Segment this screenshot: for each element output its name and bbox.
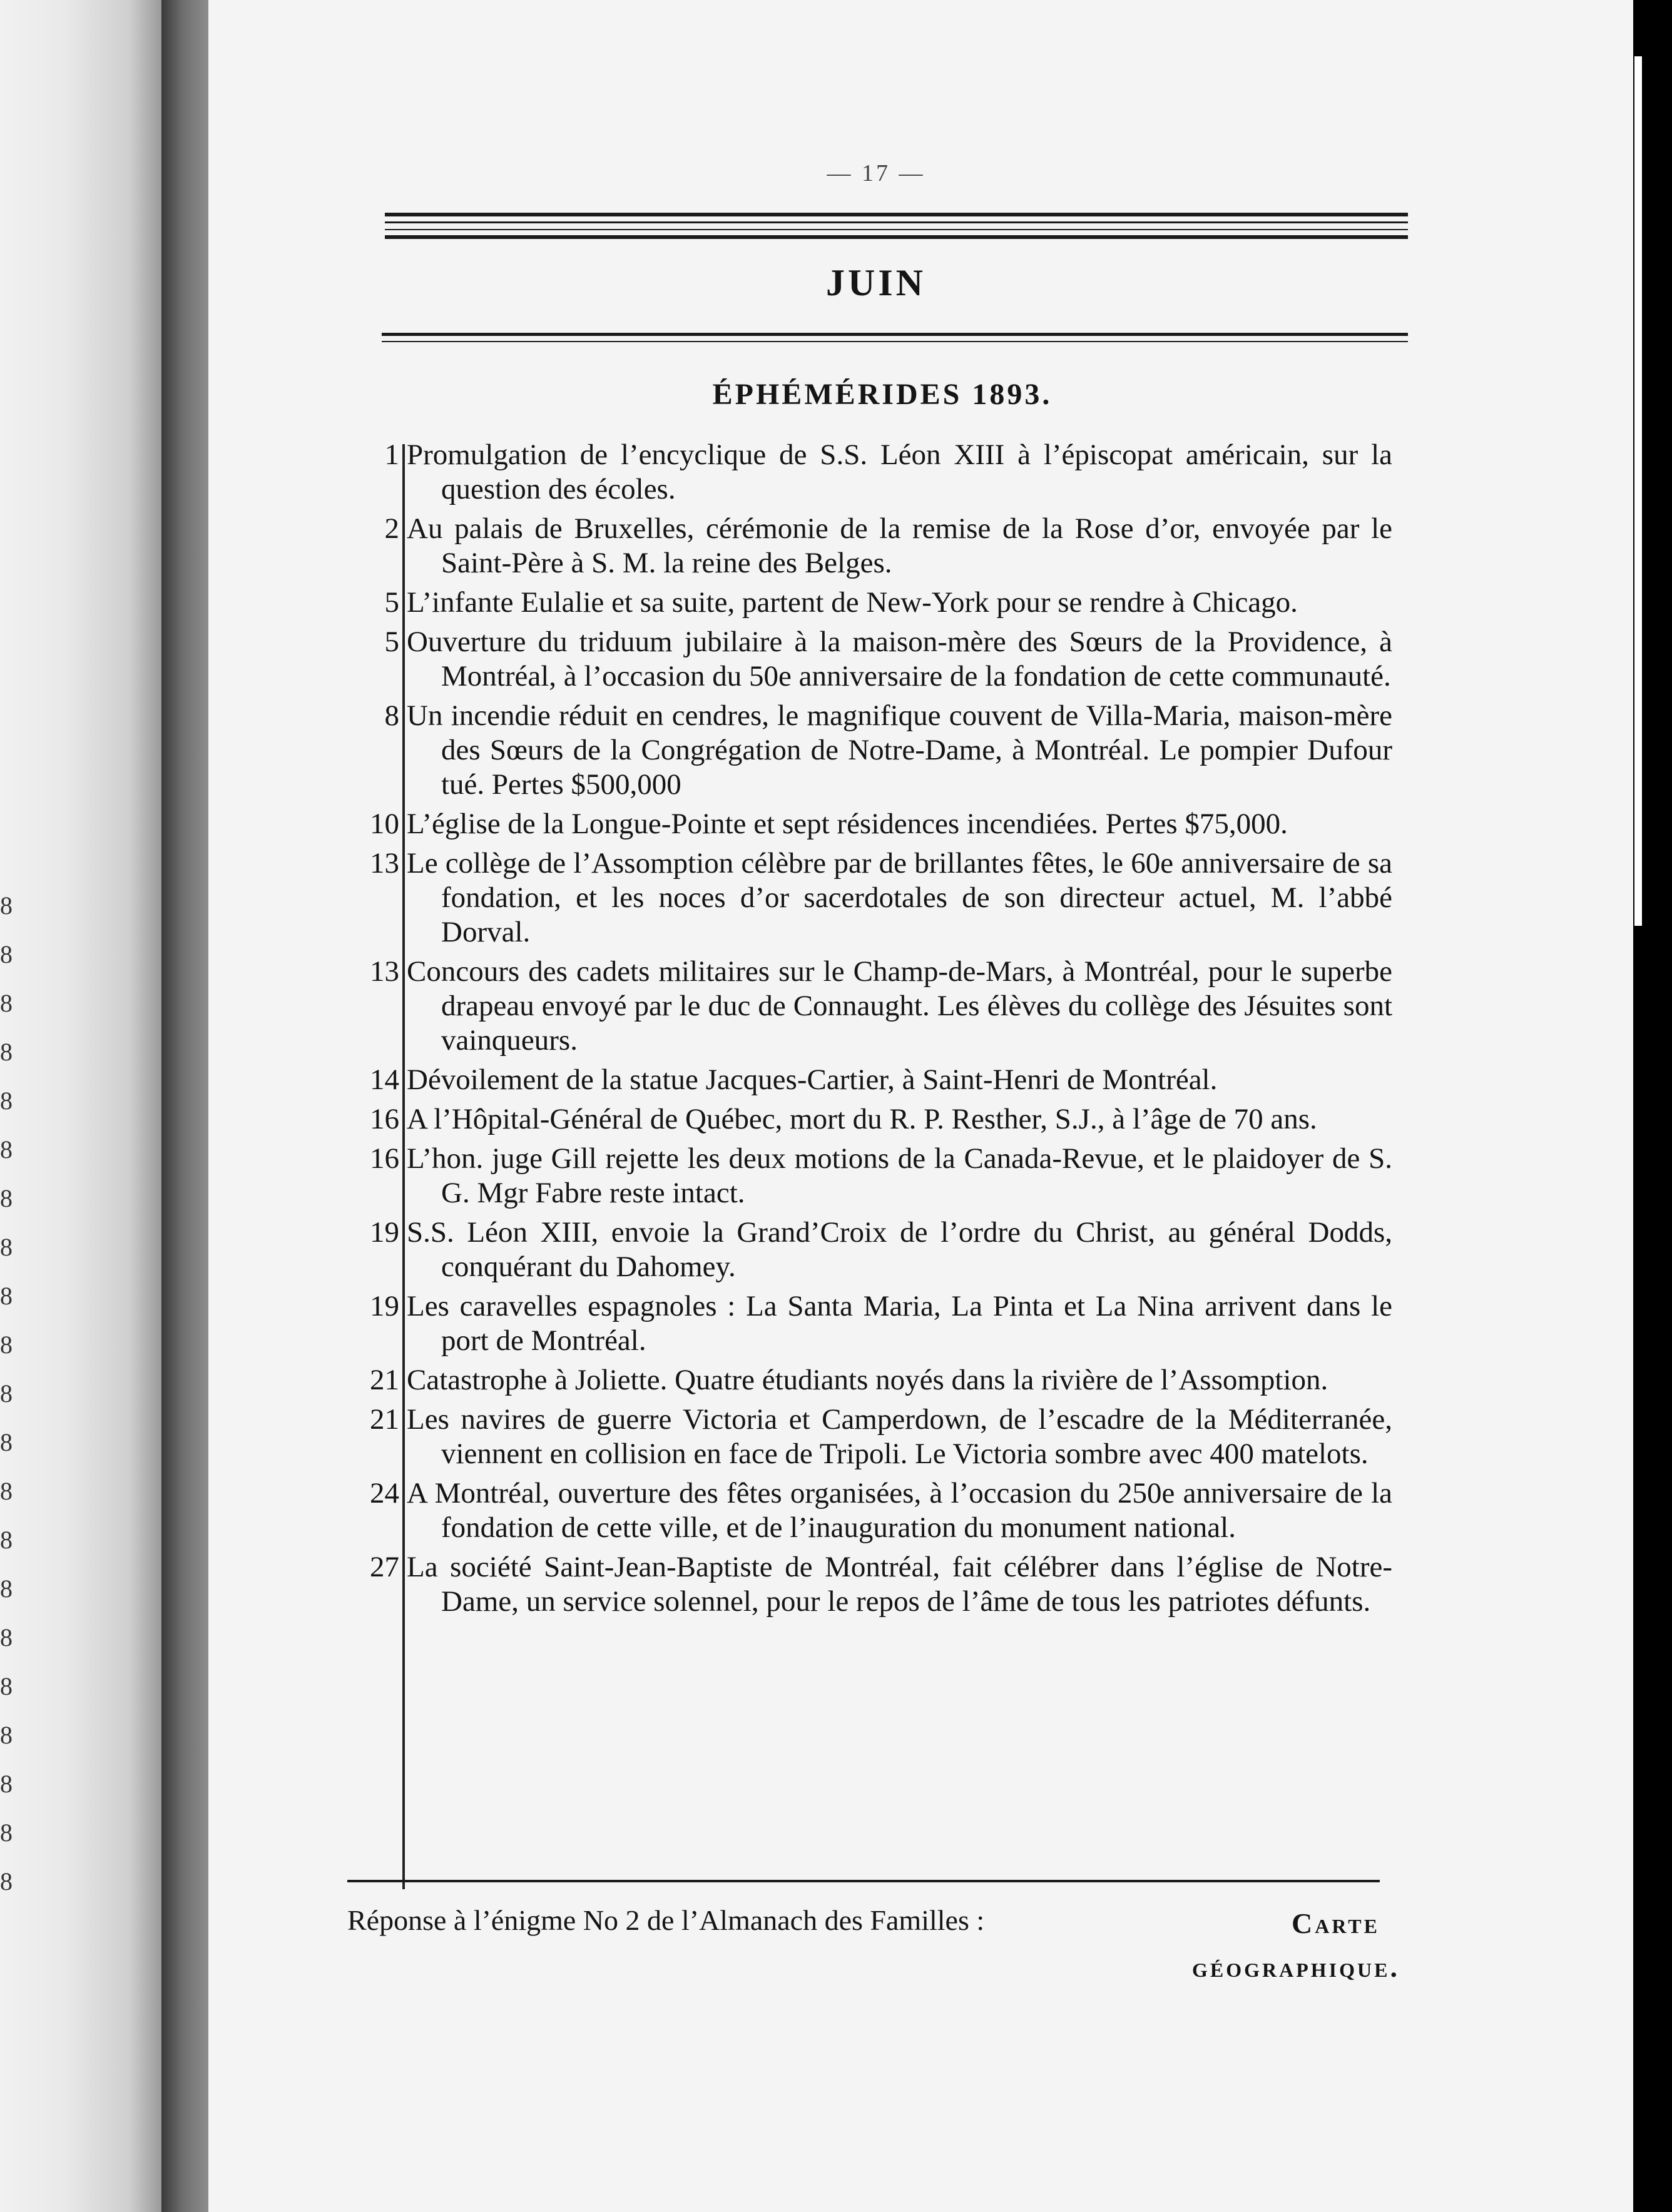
list-item — [350, 846, 1392, 950]
month-title: JUIN — [825, 262, 926, 303]
page-number: — 17 — — [827, 160, 925, 186]
entry-text: Au palais de Bruxelles, cérémonie de la remise de la Rose d’or, envoyée par le Saint-Père à S. M. la reine des Belges. — [407, 512, 1392, 579]
left-edge-char: 8 — [0, 1428, 13, 1456]
entry-day: 21 — [370, 1364, 399, 1396]
entry-day: 19 — [370, 1216, 399, 1249]
entry-text: L’infante Eulalie et sa suite, partent de New-York pour se rendre à Chicago. — [407, 586, 1298, 619]
left-edge-char: 8 — [0, 1867, 13, 1895]
left-edge-char: 8 — [0, 1233, 13, 1261]
entry-text: Les caravelles espagnoles : La Santa Maria, La Pinta et La Nina arrivent dans le port de Montréal. — [407, 1290, 1392, 1357]
book-gutter — [161, 0, 208, 2212]
left-edge-char: 8 — [0, 1379, 13, 1408]
left-edge-char: 8 — [0, 1575, 13, 1603]
left-edge-char: 8 — [0, 1477, 13, 1505]
left-page-edge-text — [0, 876, 19, 1900]
entry-day: 13 — [370, 847, 399, 880]
entry-day: 16 — [370, 1142, 399, 1175]
left-edge-char: 8 — [0, 891, 13, 920]
entry-day: 24 — [370, 1477, 399, 1509]
entry-text: Le collège de l’Assomption célèbre par de brillantes fêtes, le 60e anniversaire de sa fondation, et les noces d’or sacerdotales de son directeur actuel, M. l’abbé Dorval. — [407, 847, 1392, 948]
left-edge-char: 8 — [0, 1135, 13, 1164]
footer-answer: Carte géographique. — [1192, 1907, 1400, 1983]
left-edge-char: 8 — [0, 940, 13, 968]
entry-text: Un incendie réduit en cendres, le magnifique couvent de Villa-Maria, maison-mère des Sœurs de la Congrégation de Notre-Dame, à Montréal. Le pompier Dufour tué. Pertes $500,000 — [407, 699, 1392, 801]
footer-label: Réponse à l’énigme No 2 de l’Almanach des Familles : — [347, 1904, 985, 1936]
entry-text: A Montréal, ouverture des fêtes organisées, à l’occasion du 250e anniversaire de la fondation de cette ville, et de l’inauguration du monument national. — [407, 1477, 1392, 1544]
list-item — [350, 512, 1392, 581]
entry-text: Dévoilement de la statue Jacques-Cartier, à Saint-Henri de Montréal. — [407, 1063, 1218, 1096]
month-rule — [382, 333, 1408, 336]
entry-text: S.S. Léon XIII, envoie la Grand’Croix de l’ordre du Christ, au général Dodds, conquérant du Dahomey. — [407, 1216, 1392, 1283]
list-item — [350, 438, 1392, 507]
entry-day: 5 — [384, 626, 399, 658]
left-edge-char: 8 — [0, 1087, 13, 1115]
list-item — [350, 1403, 1392, 1471]
list-item — [350, 1215, 1392, 1284]
entry-text: L’hon. juge Gill rejette les deux motions de la Canada-Revue, et le plaidoyer de S. G. Mgr Fabre reste intact. — [407, 1142, 1392, 1209]
left-edge-char: 8 — [0, 1623, 13, 1651]
entry-day: 19 — [370, 1290, 399, 1322]
entry-text: Ouverture du triduum jubilaire à la maison-mère des Sœurs de la Providence, à Montréal, à l’occasion du 50e anniversaire de la fondation de cette communauté. — [407, 626, 1392, 693]
entry-day: 5 — [384, 586, 399, 619]
left-edge-char: 8 — [0, 1331, 13, 1359]
entry-day: 13 — [370, 955, 399, 988]
entry-text: La société Saint-Jean-Baptiste de Montréal, fait célébrer dans l’église de Notre-Dame, un service solennel, pour le repos de l’âme de tous les patriotes défunts. — [407, 1551, 1392, 1618]
list-item — [350, 586, 1392, 620]
ephemerides-list — [350, 438, 1392, 1624]
entry-day: 14 — [370, 1063, 399, 1096]
entry-text: Catastrophe à Joliette. Quatre étudiants noyés dans la rivière de l’Assomption. — [407, 1364, 1328, 1396]
list-item — [350, 1550, 1392, 1619]
entry-text: A l’Hôpital-Général de Québec, mort du R. P. Resther, S.J., à l’âge de 70 ans. — [407, 1103, 1317, 1135]
top-rule-thin — [385, 229, 1408, 230]
section-title: ÉPHÉMÉRIDES 1893. — [712, 378, 1053, 411]
entry-day: 27 — [370, 1551, 399, 1583]
footer-rule — [347, 1880, 1380, 1882]
left-edge-char: 8 — [0, 1672, 13, 1700]
list-item — [350, 625, 1392, 694]
entry-text: Promulgation de l’encyclique de S.S. Léon XIII à l’épiscopat américain, sur la question des écoles. — [407, 439, 1392, 505]
list-item — [350, 1102, 1392, 1137]
left-edge-char: 8 — [0, 1038, 13, 1066]
left-edge-char: 8 — [0, 1184, 13, 1212]
month-rule-thin — [382, 341, 1408, 342]
left-edge-char: 8 — [0, 1770, 13, 1798]
left-page-edge — [0, 0, 161, 2212]
left-edge-char: 8 — [0, 1721, 13, 1749]
left-edge-char: 8 — [0, 989, 13, 1017]
left-edge-char: 8 — [0, 1819, 13, 1847]
list-item — [350, 1063, 1392, 1097]
entry-day: 10 — [370, 808, 399, 840]
right-scan-border — [1633, 0, 1672, 2212]
entry-day: 21 — [370, 1403, 399, 1436]
entry-text: Les navires de guerre Victoria et Camperdown, de l’escadre de la Méditerranée, viennent en collision en face de Tripoli. Le Victoria sombre avec 400 matelots. — [407, 1403, 1392, 1470]
list-item — [350, 699, 1392, 802]
top-rule-thin — [385, 221, 1408, 223]
left-edge-char: 8 — [0, 1282, 13, 1310]
top-rule-thin — [385, 235, 1408, 239]
list-item — [350, 1476, 1392, 1545]
entry-day: 8 — [384, 699, 399, 732]
entry-text: Concours des cadets militaires sur le Champ-de-Mars, à Montréal, pour le superbe drapeau envoyé par le duc de Connaught. Les élèves du collège des Jésuites sont vainqueurs. — [407, 955, 1392, 1057]
list-item — [350, 1289, 1392, 1358]
entry-day: 1 — [384, 439, 399, 471]
list-item — [350, 807, 1392, 841]
list-item — [350, 1142, 1392, 1210]
entry-day: 16 — [370, 1103, 399, 1135]
left-edge-char: 8 — [0, 1526, 13, 1554]
list-item — [350, 1363, 1392, 1398]
entry-day: 2 — [384, 512, 399, 545]
list-item — [350, 955, 1392, 1058]
top-rule — [385, 213, 1408, 216]
right-edge-strip — [1634, 56, 1642, 926]
entry-text: L’église de la Longue-Pointe et sept résidences incendiées. Pertes $75,000. — [407, 808, 1288, 840]
